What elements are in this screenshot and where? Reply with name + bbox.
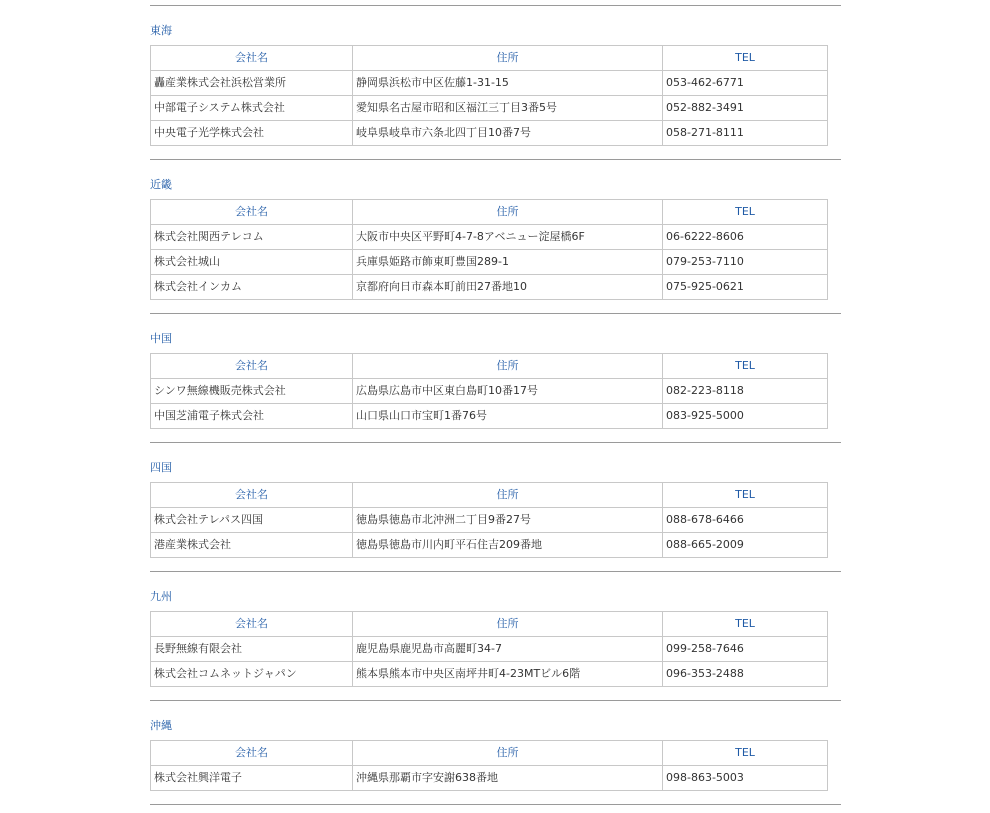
cell-address: 兵庫県姫路市飾東町豊国289-1 [353, 250, 663, 275]
dealer-table [150, 482, 828, 558]
cell-tel: 052-882-3491 [663, 96, 828, 121]
table-header-row [151, 354, 828, 379]
cell-company: 株式会社インカム [151, 275, 353, 300]
header-address: 住所 [353, 46, 663, 71]
table-row [151, 71, 828, 96]
header-address: 住所 [353, 612, 663, 637]
cell-address: 熊本県熊本市中央区南坪井町4-23MTビル6階 [353, 662, 663, 687]
cell-address: 広島県広島市中区東白島町10番17号 [353, 379, 663, 404]
cell-company: 株式会社テレパス四国 [151, 508, 353, 533]
region-section [150, 590, 841, 701]
cell-tel: 098-863-5003 [663, 766, 828, 791]
cell-tel: 088-678-6466 [663, 508, 828, 533]
region-section [150, 24, 841, 160]
table-row [151, 96, 828, 121]
table-row [151, 121, 828, 146]
table-row [151, 379, 828, 404]
divider [150, 159, 841, 160]
cell-address: 沖縄県那覇市字安謝638番地 [353, 766, 663, 791]
cell-tel: 099-258-7646 [663, 637, 828, 662]
cell-company: 長野無線有限会社 [151, 637, 353, 662]
table-row [151, 637, 828, 662]
cell-tel: 06-6222-8606 [663, 225, 828, 250]
dealer-table [150, 45, 828, 146]
dealer-table [150, 740, 828, 791]
divider [150, 313, 841, 314]
region-section [150, 178, 841, 314]
region-title: 中国 [150, 332, 172, 345]
divider [150, 442, 841, 443]
cell-address: 岐阜県岐阜市六条北四丁目10番7号 [353, 121, 663, 146]
header-company: 会社名 [151, 483, 353, 508]
header-address: 住所 [353, 200, 663, 225]
cell-tel: 096-353-2488 [663, 662, 828, 687]
region-title: 沖縄 [150, 719, 172, 732]
divider [150, 5, 841, 6]
cell-tel: 083-925-5000 [663, 404, 828, 429]
table-row [151, 766, 828, 791]
region-title: 近畿 [150, 178, 172, 191]
cell-address: 徳島県徳島市川内町平石住吉209番地 [353, 533, 663, 558]
header-address: 住所 [353, 483, 663, 508]
cell-company: 轟産業株式会社浜松営業所 [151, 71, 353, 96]
header-tel: TEL [663, 200, 828, 225]
cell-company: 株式会社興洋電子 [151, 766, 353, 791]
table-row [151, 275, 828, 300]
cell-company: 港産業株式会社 [151, 533, 353, 558]
header-address: 住所 [353, 741, 663, 766]
table-row [151, 404, 828, 429]
dealer-table [150, 611, 828, 687]
cell-company: 株式会社コムネットジャパン [151, 662, 353, 687]
table-header-row [151, 741, 828, 766]
header-company: 会社名 [151, 200, 353, 225]
header-company: 会社名 [151, 612, 353, 637]
table-row [151, 662, 828, 687]
region-title: 東海 [150, 24, 172, 37]
header-company: 会社名 [151, 741, 353, 766]
dealer-table [150, 199, 828, 300]
cell-address: 静岡県浜松市中区佐藤1-31-15 [353, 71, 663, 96]
cell-address: 徳島県徳島市北沖洲二丁目9番27号 [353, 508, 663, 533]
table-row [151, 533, 828, 558]
region-sections [150, 24, 841, 805]
cell-tel: 053-462-6771 [663, 71, 828, 96]
cell-tel: 088-665-2009 [663, 533, 828, 558]
header-tel: TEL [663, 354, 828, 379]
region-section [150, 719, 841, 805]
region-section [150, 332, 841, 443]
header-tel: TEL [663, 483, 828, 508]
cell-company: 株式会社城山 [151, 250, 353, 275]
region-title: 九州 [150, 590, 172, 603]
table-row [151, 250, 828, 275]
table-header-row [151, 483, 828, 508]
region-title: 四国 [150, 461, 172, 474]
header-tel: TEL [663, 612, 828, 637]
table-header-row [151, 200, 828, 225]
dealer-table [150, 353, 828, 429]
cell-tel: 079-253-7110 [663, 250, 828, 275]
cell-company: 中国芝浦電子株式会社 [151, 404, 353, 429]
header-address: 住所 [353, 354, 663, 379]
header-company: 会社名 [151, 46, 353, 71]
dealer-list-page [150, 0, 841, 805]
cell-company: 中部電子システム株式会社 [151, 96, 353, 121]
divider [150, 571, 841, 572]
cell-tel: 075-925-0621 [663, 275, 828, 300]
table-header-row [151, 46, 828, 71]
cell-tel: 082-223-8118 [663, 379, 828, 404]
cell-address: 鹿児島県鹿児島市高麗町34-7 [353, 637, 663, 662]
header-tel: TEL [663, 741, 828, 766]
cell-address: 山口県山口市宝町1番76号 [353, 404, 663, 429]
header-tel: TEL [663, 46, 828, 71]
cell-address: 京都府向日市森本町前田27番地10 [353, 275, 663, 300]
table-row [151, 225, 828, 250]
cell-tel: 058-271-8111 [663, 121, 828, 146]
divider [150, 804, 841, 805]
cell-company: 株式会社関西テレコム [151, 225, 353, 250]
divider [150, 700, 841, 701]
table-row [151, 508, 828, 533]
cell-address: 大阪市中央区平野町4-7-8アベニュー淀屋橋6F [353, 225, 663, 250]
cell-company: シンワ無線機販売株式会社 [151, 379, 353, 404]
cell-address: 愛知県名古屋市昭和区福江三丁目3番5号 [353, 96, 663, 121]
header-company: 会社名 [151, 354, 353, 379]
region-section [150, 461, 841, 572]
table-header-row [151, 612, 828, 637]
cell-company: 中央電子光学株式会社 [151, 121, 353, 146]
